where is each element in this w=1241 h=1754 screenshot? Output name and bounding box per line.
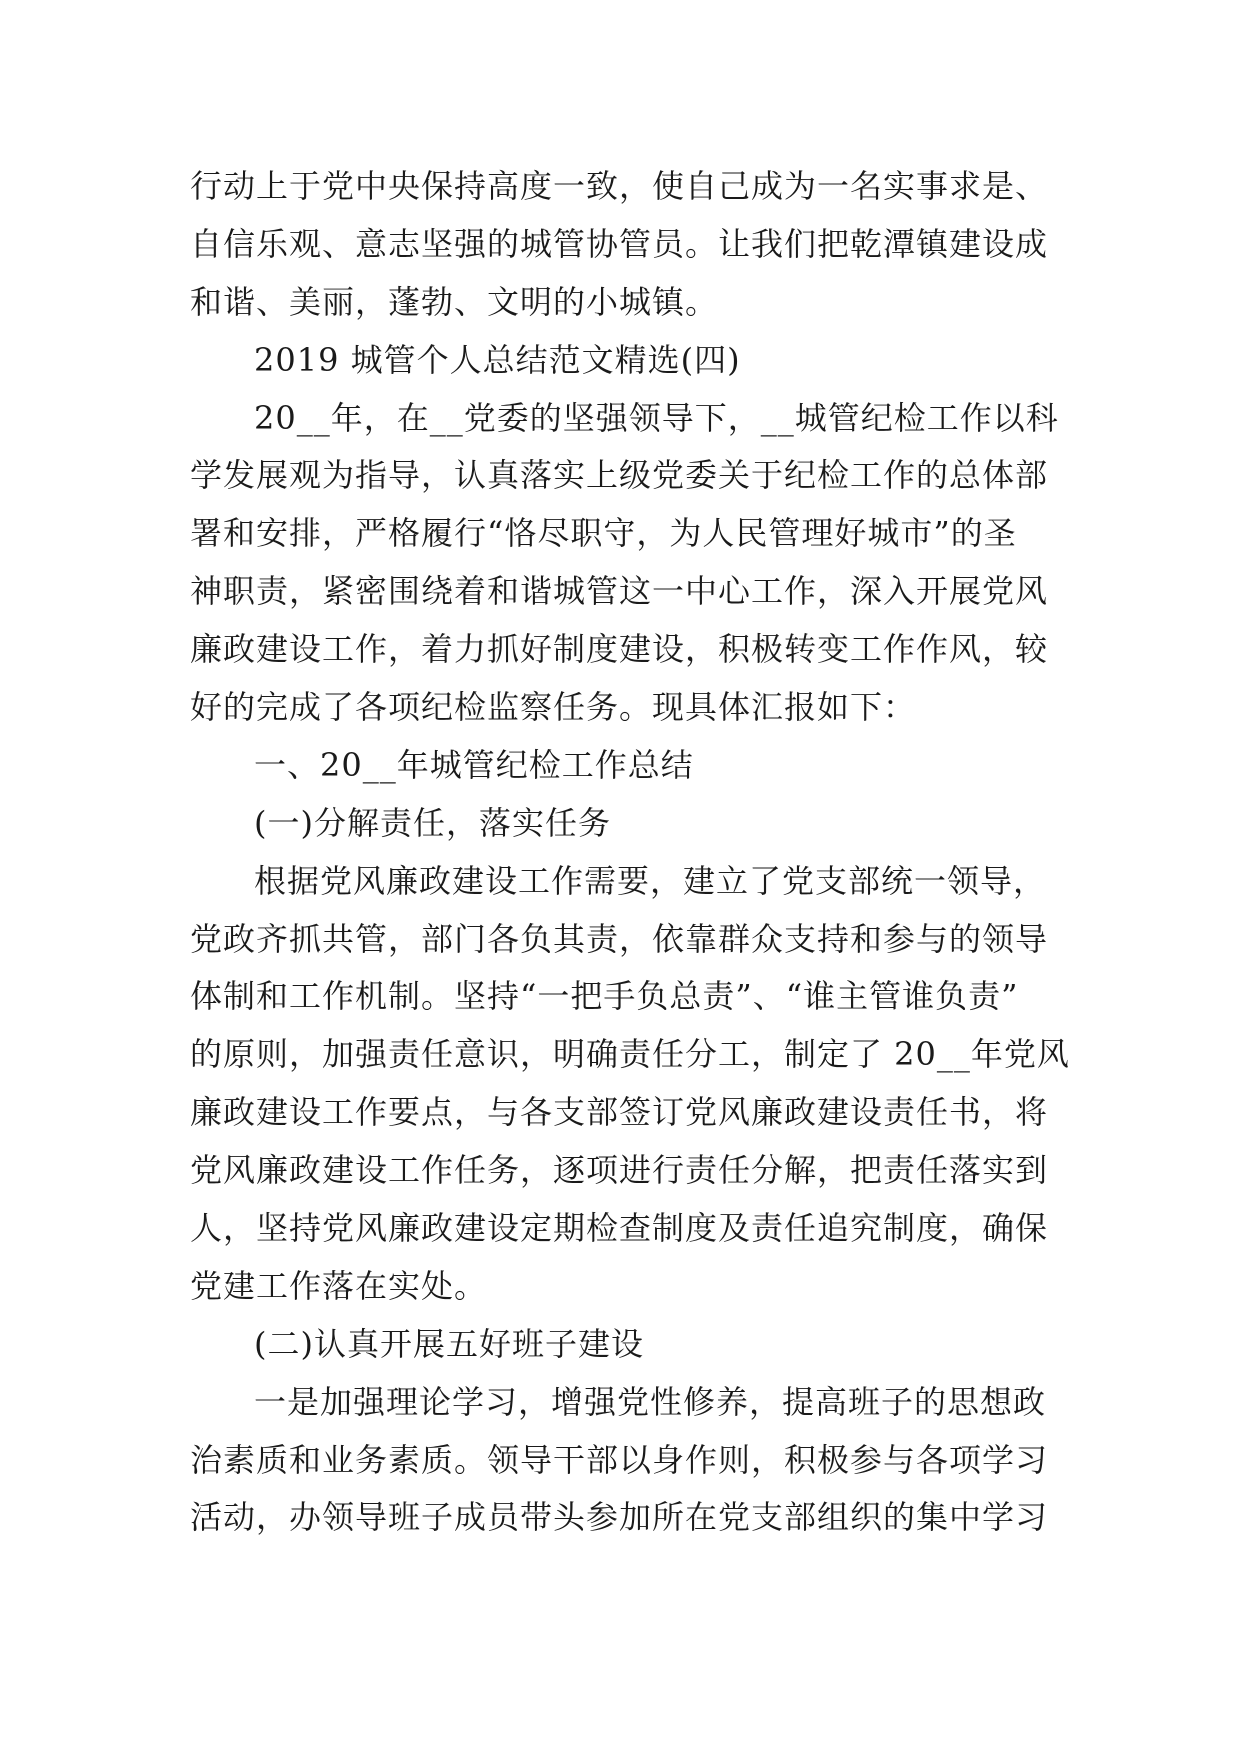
text-line: 体制和工作机制。坚持“一把手负总责”、“谁主管谁负责” <box>190 977 1019 1016</box>
text-line: 行动上于党中央保持高度一致，使自己成为一名实事求是、 <box>190 167 1049 205</box>
document-body <box>190 158 1070 1547</box>
text-line: 20__年，在__党委的坚强领导下，__城管纪检工作以科 <box>254 398 1059 437</box>
text-line: 学发展观为指导，认真落实上级党委关于纪检工作的总体部 <box>190 456 1049 495</box>
text-line: 一是加强理论学习，增强党性修养，提高班子的思想政 <box>254 1382 1047 1421</box>
text-line: 好的完成了各项纪检监察任务。现具体汇报如下： <box>190 688 917 727</box>
text-line: 神职责，紧密围绕着和谐城管这一中心工作，深入开展党风 <box>190 572 1049 611</box>
text-line: 和谐、美丽，蓬勃、文明的小城镇。 <box>190 282 719 321</box>
text-line: 党政齐抓共管，部门各负其责，依靠群众支持和参与的领导 <box>190 919 1049 958</box>
text-line: 党风廉政建设工作任务，逐项进行责任分解，把责任落实到 <box>190 1151 1049 1190</box>
text-line: 署和安排，严格履行“恪尽职守，为人民管理好城市”的圣 <box>190 514 1017 553</box>
text-line: 人，坚持党风廉政建设定期检查制度及责任追究制度，确保 <box>190 1209 1049 1248</box>
text-line: 的原则，加强责任意识，明确责任分工，制定了 20__年党风 <box>190 1035 1070 1074</box>
text-line: 廉政建设工作要点，与各支部签订党风廉政建设责任书，将 <box>190 1093 1049 1132</box>
text-line: 党建工作落在实处。 <box>190 1266 488 1305</box>
text-line: 一、20__年城管纪检工作总结 <box>254 745 694 784</box>
text-line: (一)分解责任，落实任务 <box>254 803 611 842</box>
text-line: (二)认真开展五好班子建设 <box>254 1324 644 1363</box>
text-line: 活动，办领导班子成员带头参加所在党支部组织的集中学习 <box>190 1498 1049 1537</box>
text-line: 廉政建设工作，着力抓好制度建设，积极转变工作作风，较 <box>190 630 1049 669</box>
text-line: 根据党风廉政建设工作需要，建立了党支部统一领导， <box>254 861 1047 900</box>
text-line: 自信乐观、意志坚强的城管协管员。让我们把乾潭镇建设成 <box>190 224 1049 263</box>
text-line: 2019 城管个人总结范文精选(四) <box>254 340 741 379</box>
text-line: 治素质和业务素质。领导干部以身作则，积极参与各项学习 <box>190 1440 1049 1479</box>
